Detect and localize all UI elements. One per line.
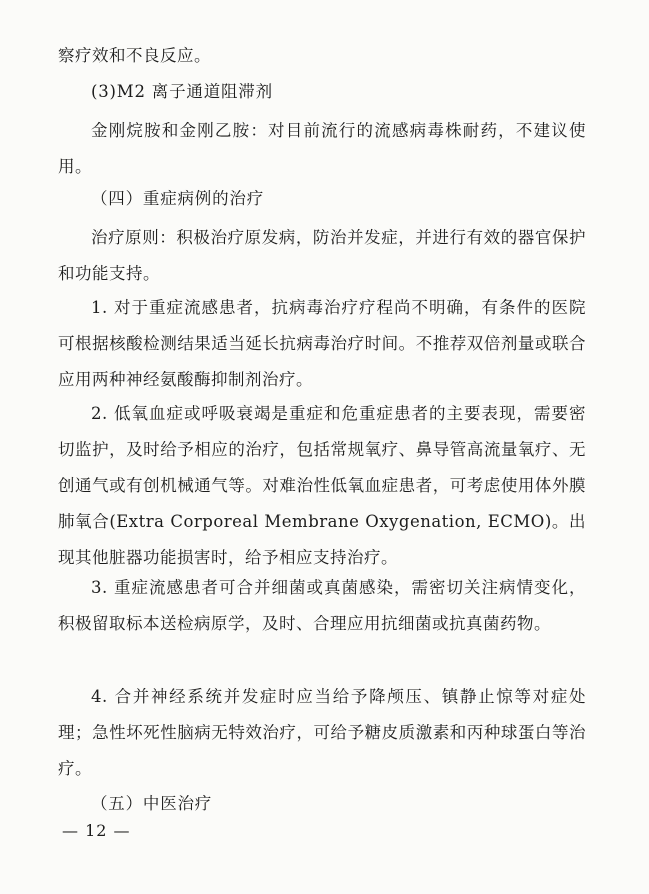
paragraph-amantadine: 金刚烷胺和金刚乙胺：对目前流行的流感病毒株耐药，不建议使用。 [58,121,586,176]
paragraph-item-2: 2. 低氧血症或呼吸衰竭是重症和危重症患者的主要表现，需要密切监护，及时给予相应的治疗，包括常规氧疗、鼻导管高流量氧疗、无创通气或有创机械通气等。对难治性低氧血症患者，可考虑使用体外膜肺氧合(Extra Corporeal Membrane Oxygenation, ECMO)。出现其他脏器功能损害时，给予相应支持治疗。 [58,404,586,567]
paragraph-treatment-principles: 治疗原则：积极治疗原发病，防治并发症，并进行有效的器官保护和功能支持。 [58,228,586,283]
paragraph-item-4: 4. 合并神经系统并发症时应当给予降颅压、镇静止惊等对症处理；急性坏死性脑病无特效治疗，可给予糖皮质激素和丙种球蛋白等治疗。 [58,687,586,778]
paragraph-item-3: 3. 重症流感患者可合并细菌或真菌感染，需密切关注病情变化，积极留取标本送检病原学，及时、合理应用抗细菌或抗真菌药物。 [58,578,586,633]
paragraph-continuation: 察疗效和不良反应。 [58,46,211,65]
heading-m2-ion-channel-blockers: (3)M2 离子通道阻滞剂 [91,82,273,101]
paragraph-item-1: 1. 对于重症流感患者，抗病毒治疗疗程尚不明确，有条件的医院可根据核酸检测结果适当延长抗病毒治疗时间。不推荐双倍剂量或联合应用两种神经氨酸酶抑制剂治疗。 [58,298,586,389]
heading-tcm-treatment: （五）中医治疗 [91,794,213,813]
page-number: — 12 — [62,821,131,840]
heading-severe-case-treatment: （四）重症病例的治疗 [91,189,264,208]
